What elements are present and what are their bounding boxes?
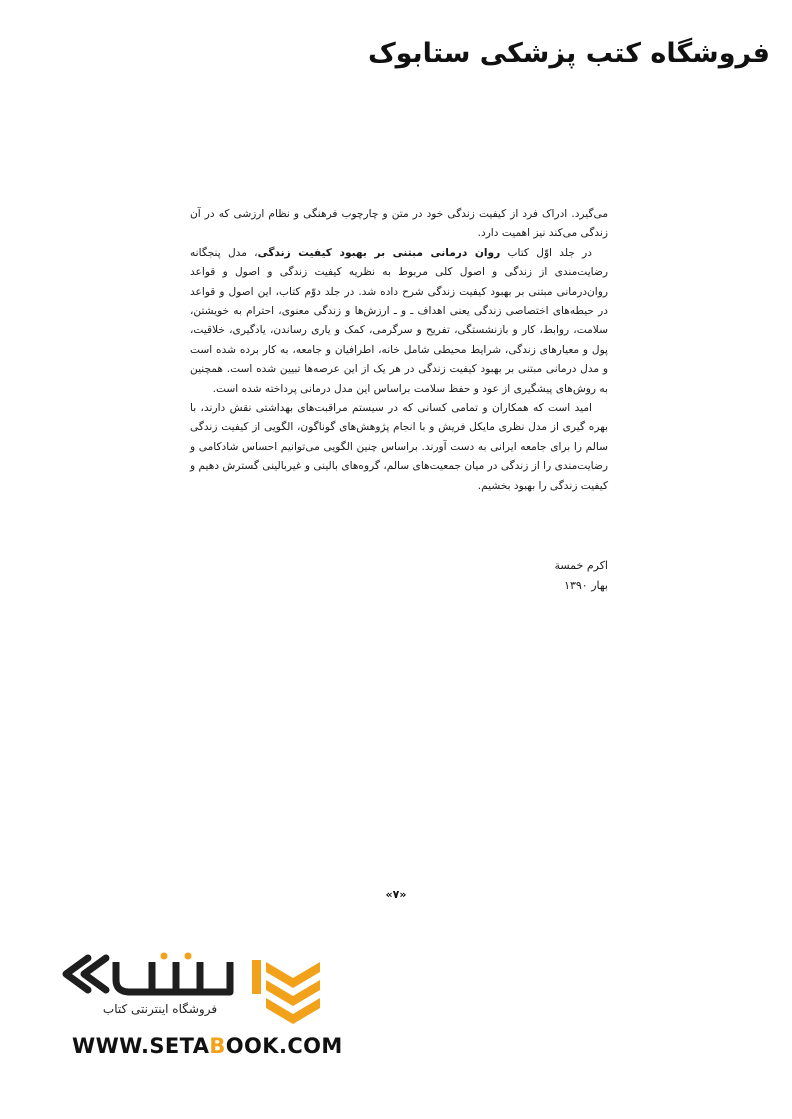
setabook-logo [60, 950, 340, 1030]
paragraph-3: امید است که همکاران و تمامی کسانی که در سیستم مراقبت‌های بهداشتی نقش دارند، با بهره گیری از مدل نظری مایکل فریش و با انجام پژوهش‌های گوناگون، الگویی از کیفیت زندگی سالم را برای جامعه ایرانی به دست آورند. براساس چنین الگویی می‌توانیم احساس شادکامی و رضایت‌مندی را از زندگی در میان جمعیت‌های سالم، گروه‌های بالینی و غیربالینی گسترش دهیم و کیفیت زندگی را بهبود بخشیم. [190, 402, 608, 492]
website-suffix: OOK.COM [225, 1034, 343, 1058]
website-prefix: WWW.SETA [72, 1034, 210, 1058]
paragraph-1: می‌گیرد. ادراک فرد از کیفیت زندگی خود در متن و چارچوب فرهنگی و نظام ارزشی که در آن زندگی می‌کند نیز اهمیت دارد. [190, 208, 608, 240]
signature-date: بهار ۱۳۹۰ [564, 579, 608, 592]
page-number: «۷» [385, 888, 407, 901]
website-accent: B [209, 1034, 226, 1058]
book-title: روان درمانی مبتنی بر بهبود کیفیت زندگی [257, 246, 501, 259]
author-name: اکرم خمسة [554, 559, 608, 572]
article-body [190, 205, 608, 496]
logo-tagline: فروشگاه اینترنتی کتاب [102, 1002, 218, 1016]
paragraph-2-intro: در جلد اوّل کتاب [500, 246, 593, 259]
paragraph-2 [190, 244, 608, 399]
setabook-wordmark-logo [60, 950, 240, 1002]
signature-block [190, 556, 608, 596]
website-url [72, 1034, 343, 1058]
store-title: فروشگاه کتب پزشکی ستابوک [367, 38, 770, 69]
chevron-stack-logo-icon [252, 956, 334, 1028]
paragraph-2-rest: ، مدل پنجگانه رضایت‌مندی از زندگی و اصول کلی مربوط به نظریه کیفیت زندگی و اصول و قواعد روان‌درمانی مبتنی بر بهبود کیفیت زندگی شرح داده شد. در جلد دوّم کتاب، این اصول و قواعد در حیطه‌های اختصاصی زندگی یعنی اهداف ـ و ـ ارزش‌ها و زندگی معنوی، احترام به خویشتن، سلامت، روابط، کار و بازنشستگی، تفریح و سرگرمی، کمک و یاری رساندن، یادگیری، خلاقیت، پول و معیارهای زندگی، شرایط محیطی شامل خانه، اطرافیان و جامعه، به کار برده شده است و مدل درمانی مبتنی بر بهبود کیفیت زندگی در هر یک از این عرصه‌ها تبیین شده است. همچنین به روش‌های پیشگیری از عود و حفظ سلامت براساس این مدل درمانی پرداخته شده است. [190, 246, 608, 395]
